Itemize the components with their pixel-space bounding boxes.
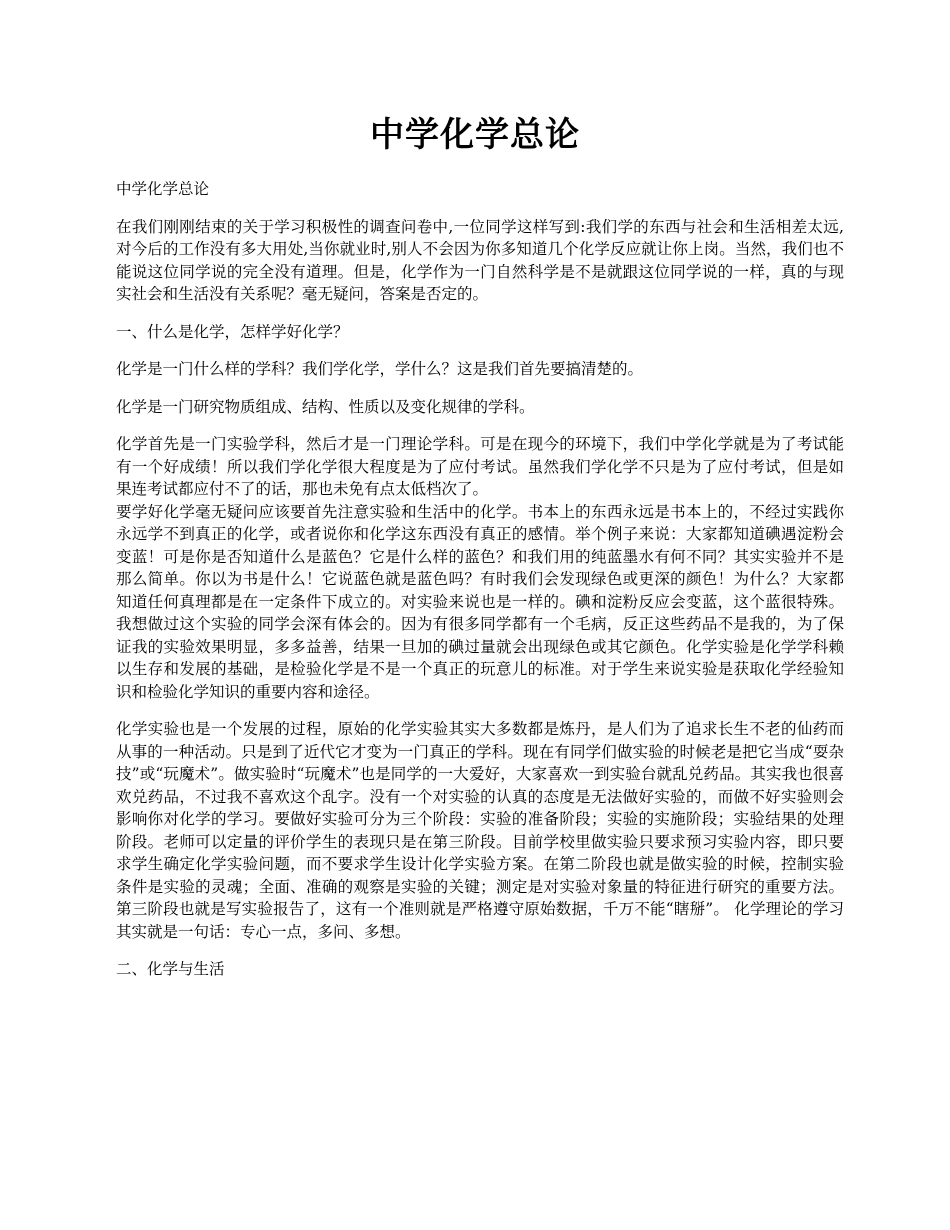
subtitle-paragraph: 中学化学总论 <box>116 180 210 198</box>
definition-paragraph: 化学是一门研究物质组成、结构、性质以及变化规律的学科。 <box>116 397 535 416</box>
experiment-subject-paragraph: 化学首先是一门实验学科，然后才是一门理论学科。可是在现今的环境下，我们中学化学就是为了考试能有一个好成绩！所以我们学化学很大程度是为了应付考试。虽然我们学化学不只是为了应付考试，但是如果连考试都应付不了的话，那也未免有点太低档次了。 <box>116 435 844 498</box>
question-paragraph: 化学是一门什么样的学科？我们学化学，学什么？这是我们首先要搞清楚的。 <box>116 360 644 378</box>
section-heading-2: 二、化学与生活 <box>116 960 225 978</box>
experiment-history-paragraph: 化学实验也是一个发展的过程，原始的化学实验其实大多数都是炼丹，是人们为了追求长生不老的仙药而从事的一种活动。只是到了近代它才变为一门真正的学科。现在有同学们做实验的时候老是把它当成“耍杂技”或“玩魔术”。做实验时“玩魔术”也是同学的一大爱好，大家喜欢一到实验台就乱兑药品。其实我也很喜欢兑药品，不过我不喜欢这个乱字。没有一个对实验的认真的态度是无法做好实验的，而做不好实验则会影响你对化学的学习。要做好实验可分为三个阶段：实验的准备阶段；实验的实施阶段；实验结果的处理阶段。老师可以定量的评价学生的表现只是在第三阶段。目前学校里做实验只要求预习实验内容，即只要求学生确定化学实验问题，而不要求学生设计化学实验方案。在第二阶段也就是做实验的时候，控制实验条件是实验的灵魂；全面、准确的观察是实验的关键；测定是对实验对象量的特征进行研究的重要方法。第三阶段也就是写实验报告了，这有一个准则就是严格遵守原始数据，千万不能“瞎掰”。 化学理论的学习其实就是一句话：专心一点，多问、多想。 <box>116 720 844 941</box>
experiment-practice-paragraph: 要学好化学毫无疑问应该要首先注意实验和生活中的化学。书本上的东西永远是书本上的，不经过实践你永远学不到真正的化学，或者说你和化学这东西没有真正的感情。举个例子来说：大家都知道碘遇淀粉会变蓝！可是你是否知道什么是蓝色？它是什么样的蓝色？和我们用的纯蓝墨水有何不同？其实实验并不是那么简单。你以为书是什么！它说蓝色就是蓝色吗？有时我们会发现绿色或更深的颜色！为什么？大家都知道任何真理都是在一定条件下成立的。对实验来说也是一样的。碘和淀粉反应会变蓝，这个蓝很特殊。我想做过这个实验的同学会深有体会的。因为有很多同学都有一个毛病，反正这些药品不是我的，为了保证我的实验效果明显，多多益善，结果一旦加的碘过量就会出现绿色或其它颜色。化学实验是化学学科赖以生存和发展的基础，是检验化学是不是一个真正的玩意儿的标准。对于学生来说实验是获取化学经验知识和检验化学知识的重要内容和途径。 <box>116 502 844 701</box>
document-title: 中学化学总论 <box>370 115 580 155</box>
document-body <box>116 178 844 981</box>
intro-paragraph: 在我们刚刚结束的关于学习积极性的调查问卷中,一位同学这样写到:我们学的东西与社会和生活相差太远,对今后的工作没有多大用处,当你就业时,别人不会因为你多知道几个化学反应就让你上岗。当然，我们也不能说这位同学说的完全没有道理。但是，化学作为一门自然科学是不是就跟这位同学说的一样，真的与现实社会和生活没有关系呢？毫无疑问，答案是否定的。 <box>116 217 844 303</box>
section-heading-1: 一、什么是化学，怎样学好化学？ <box>116 322 349 341</box>
